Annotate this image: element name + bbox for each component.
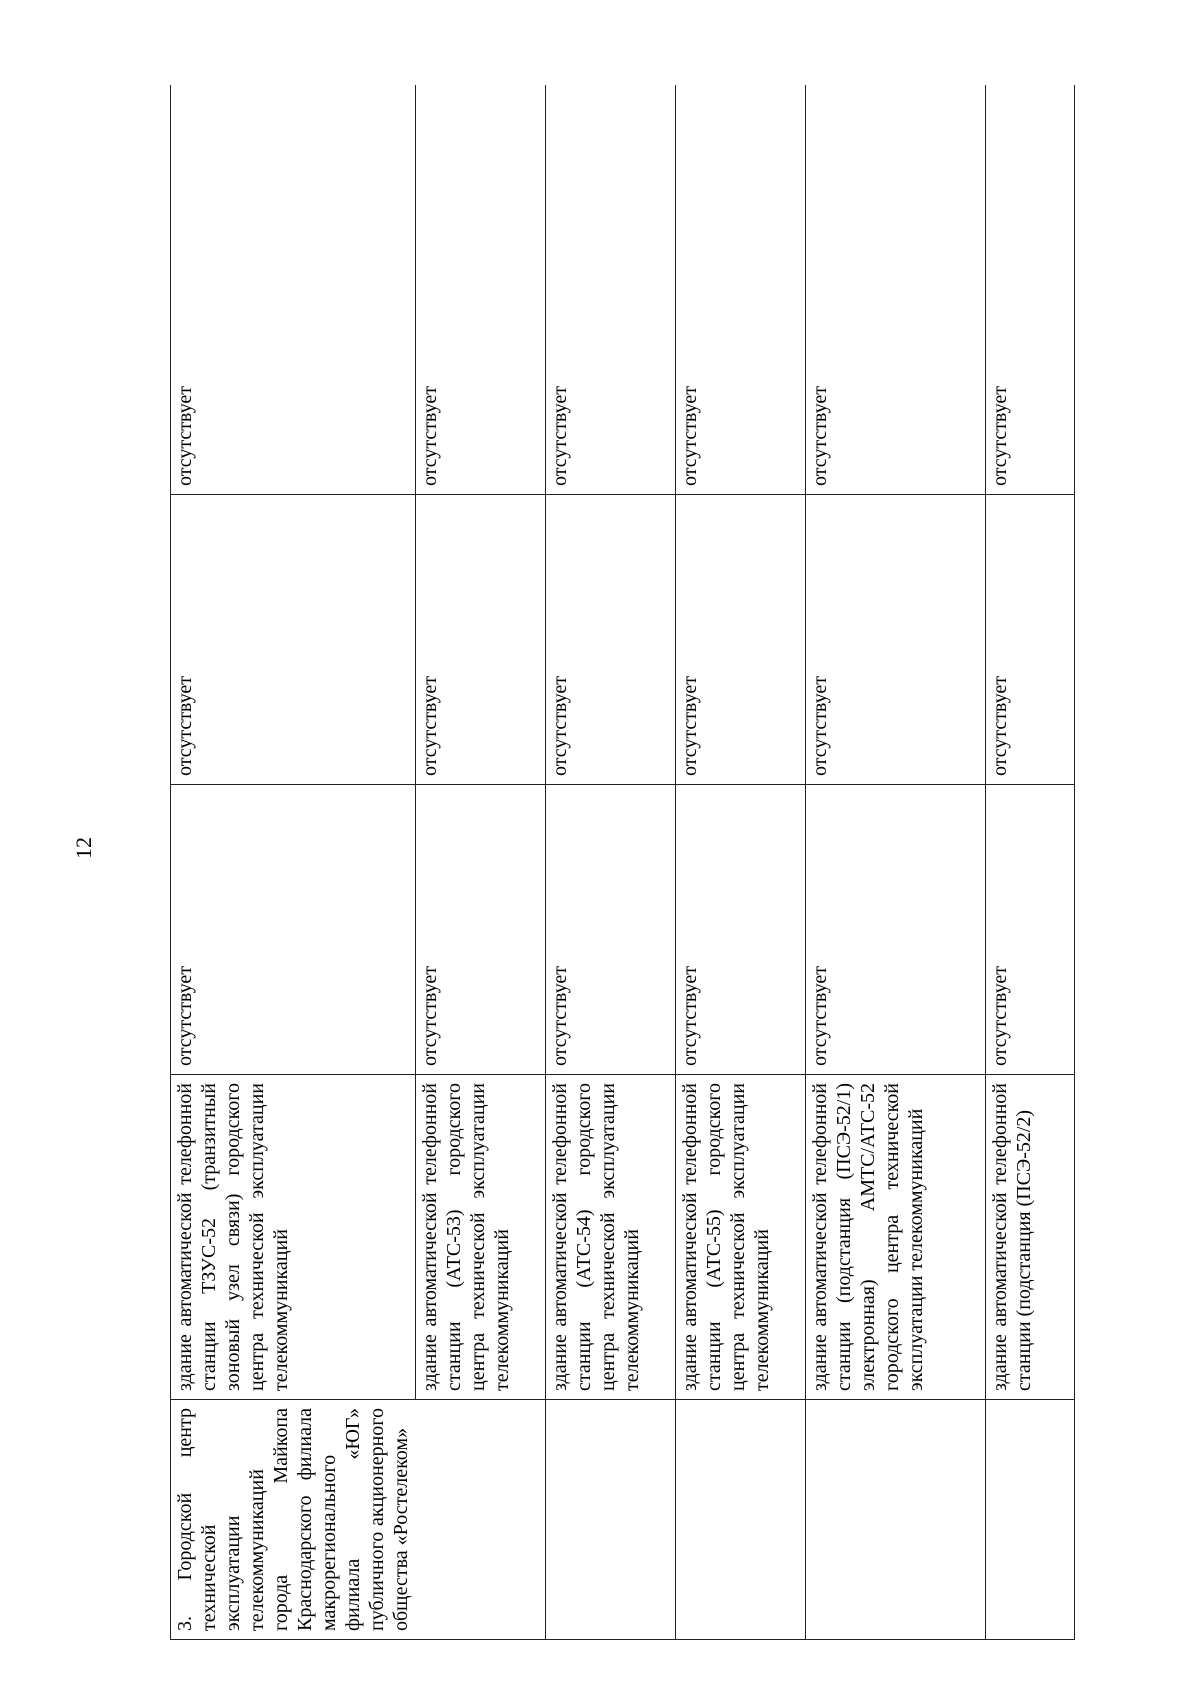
facilities-table bbox=[170, 85, 1075, 1640]
page-number: 12 bbox=[71, 837, 96, 859]
table-cell: отсутствует bbox=[171, 785, 416, 1075]
table-row bbox=[675, 85, 805, 1640]
empty-cell bbox=[985, 1400, 1075, 1640]
table-row bbox=[545, 85, 675, 1640]
table-cell: отсутствует bbox=[415, 85, 545, 495]
empty-cell bbox=[805, 1400, 985, 1640]
table-row bbox=[985, 85, 1075, 1640]
object-cell: здание автоматической телефонной станции (АТС-55) городского центра технической эксплуатации телекоммуникаций bbox=[675, 1075, 805, 1400]
object-cell: здание автоматической телефонной станции (подстанция (ПСЭ-52/2) bbox=[985, 1075, 1075, 1400]
object-cell: здание автоматической телефонной станции ТЗУС-52 (транзитный зоновый узел связи) городского центра технической эксплуатации телекоммуникаций bbox=[171, 1075, 416, 1400]
table-cell: отсутствует bbox=[415, 495, 545, 785]
object-cell: здание автоматической телефонной станции (подстанция (ПСЭ-52/1) электронная) АМТС/АТС-52 городского центра технической эксплуатации телекоммуникаций bbox=[805, 1075, 985, 1400]
table-cell: отсутствует bbox=[985, 85, 1075, 495]
landscape-content bbox=[170, 85, 1075, 1640]
object-cell: здание автоматической телефонной станции (АТС-53) городского центра технической эксплуатации телекоммуникаций bbox=[415, 1075, 545, 1400]
empty-cell bbox=[415, 1400, 545, 1640]
table-cell: отсутствует bbox=[675, 495, 805, 785]
table-cell: отсутствует bbox=[805, 495, 985, 785]
table-cell: отсутствует bbox=[545, 85, 675, 495]
table-row bbox=[171, 85, 416, 1640]
rotated-table-frame bbox=[170, 85, 1075, 1640]
table-cell: отсутствует bbox=[545, 495, 675, 785]
table-cell: отсутствует bbox=[675, 785, 805, 1075]
object-cell: здание автоматической телефонной станции (АТС-54) городского центра технической эксплуатации телекоммуникаций bbox=[545, 1075, 675, 1400]
table-row bbox=[415, 85, 545, 1640]
organization-cell: 3. Городской центр технической эксплуатации телекоммуникаций города Майкопа Краснодарского филиала макрорегионального филиала «ЮГ» публичного акционерного общества «Ростелеком» bbox=[171, 1400, 416, 1640]
empty-cell bbox=[675, 1400, 805, 1640]
table-row bbox=[805, 85, 985, 1640]
table-cell: отсутствует bbox=[171, 85, 416, 495]
table-cell: отсутствует bbox=[985, 495, 1075, 785]
table-cell: отсутствует bbox=[415, 785, 545, 1075]
table-cell: отсутствует bbox=[545, 785, 675, 1075]
table-cell: отсутствует bbox=[675, 85, 805, 495]
empty-cell bbox=[545, 1400, 675, 1640]
table-cell: отсутствует bbox=[805, 785, 985, 1075]
table-cell: отсутствует bbox=[985, 785, 1075, 1075]
table-cell: отсутствует bbox=[171, 495, 416, 785]
table-cell: отсутствует bbox=[805, 85, 985, 495]
